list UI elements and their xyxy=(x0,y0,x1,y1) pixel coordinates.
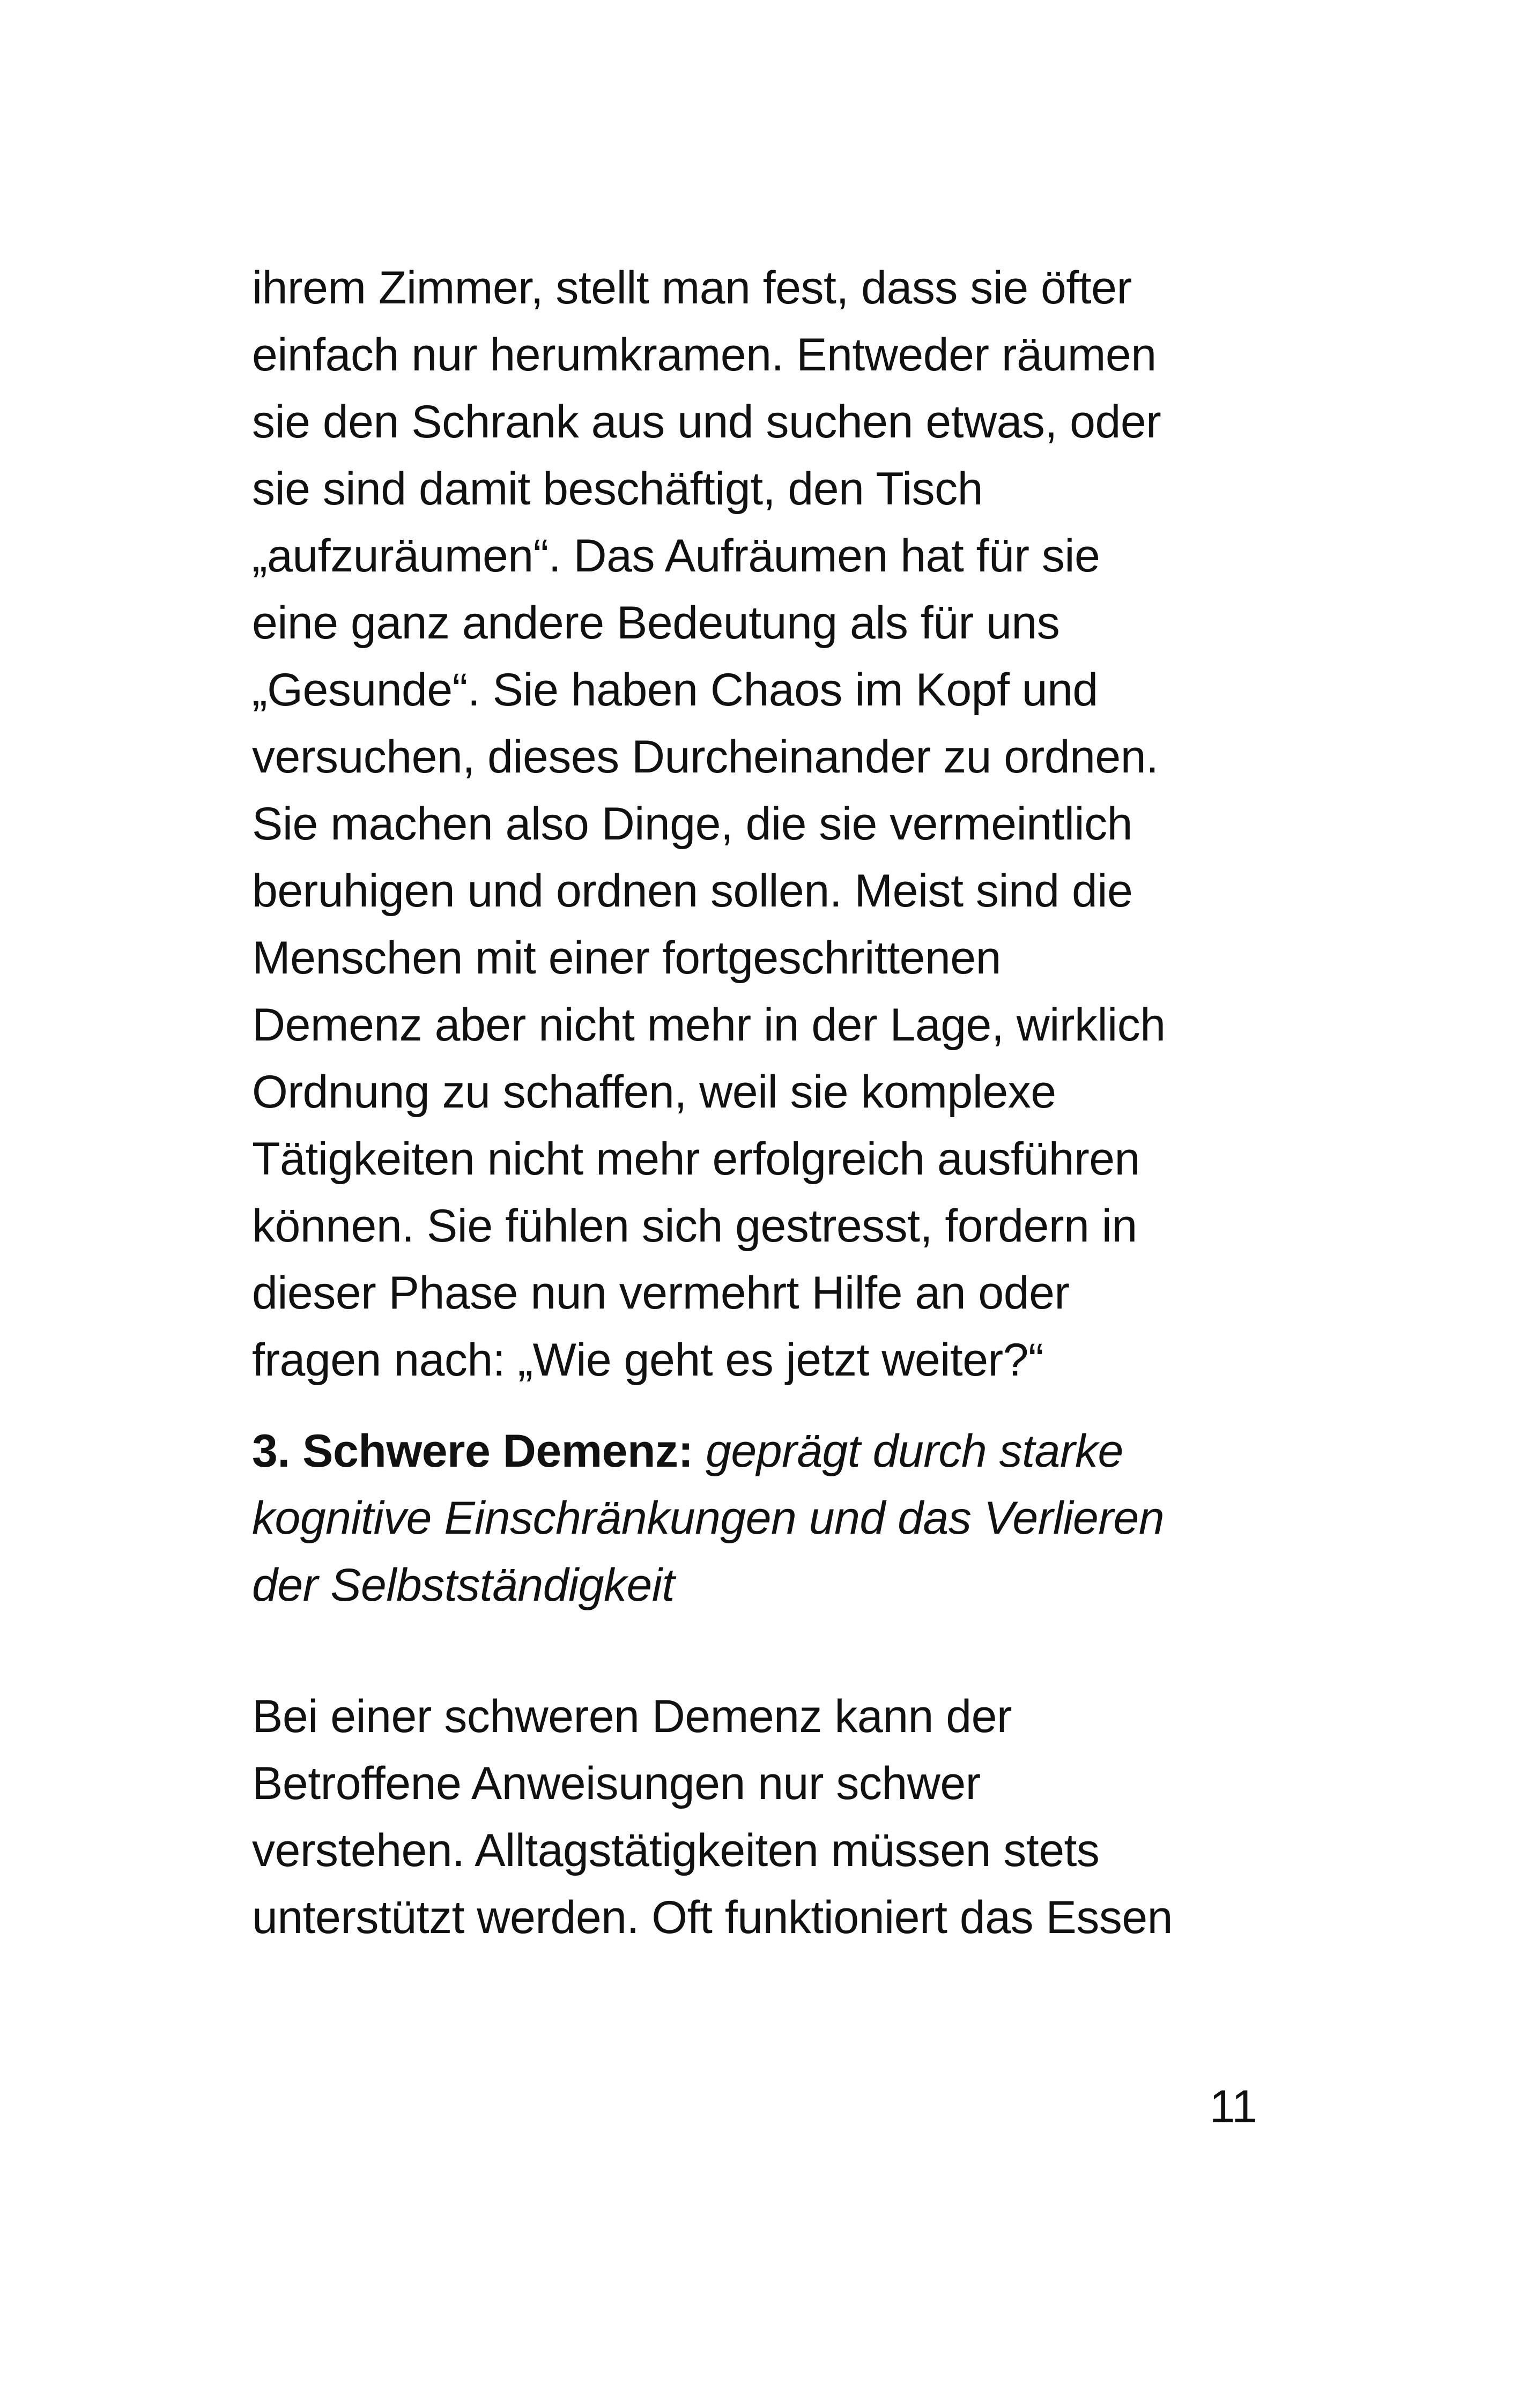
text-line: Betroffene Anweisungen nur schwer xyxy=(252,1758,981,1809)
section-label: 3. Schwere Demenz: xyxy=(252,1425,693,1477)
text-line: Tätigkeiten nicht mehr erfolgreich ausführen xyxy=(252,1133,1140,1185)
section-description: geprägt durch starke xyxy=(706,1425,1123,1477)
text-line: Demenz aber nicht mehr in der Lage, wirklich xyxy=(252,999,1166,1051)
text-line: fragen nach: „Wie geht es jetzt weiter?“ xyxy=(252,1334,1044,1386)
section-heading-severe-dementia xyxy=(252,1418,1298,1619)
text-line: sie den Schrank aus und suchen etwas, oder xyxy=(252,396,1161,448)
section-description: der Selbstständigkeit xyxy=(252,1559,675,1611)
text-line: Menschen mit einer fortgeschrittenen xyxy=(252,932,1001,984)
text-line: „Gesunde“. Sie haben Chaos im Kopf und xyxy=(252,664,1098,716)
section-description: kognitive Einschränkungen und das Verlieren xyxy=(252,1492,1165,1544)
text-line: ihrem Zimmer, stellt man fest, dass sie öfter xyxy=(252,262,1132,314)
heading-line xyxy=(252,1418,1298,1485)
text-line: unterstützt werden. Oft funktioniert das Essen xyxy=(252,1892,1173,1943)
text-line: Ordnung zu schaffen, weil sie komplexe xyxy=(252,1066,1056,1118)
page-number: 11 xyxy=(1209,2081,1257,2132)
body-paragraph-1 xyxy=(252,255,1298,1394)
text-line: eine ganz andere Bedeutung als für uns xyxy=(252,597,1060,649)
text-line: können. Sie fühlen sich gestresst, fordern in xyxy=(252,1200,1137,1252)
body-paragraph-2 xyxy=(252,1683,1298,1951)
text-line: einfach nur herumkramen. Entweder räumen xyxy=(252,329,1157,381)
text-line: „aufzuräumen“. Das Aufräumen hat für sie xyxy=(252,530,1100,582)
text-line: beruhigen und ordnen sollen. Meist sind die xyxy=(252,865,1133,917)
text-line: sie sind damit beschäftigt, den Tisch xyxy=(252,463,983,515)
text-line: Bei einer schweren Demenz kann der xyxy=(252,1691,1012,1742)
text-line: verstehen. Alltagstätigkeiten müssen stets xyxy=(252,1825,1100,1876)
text-line: dieser Phase nun vermehrt Hilfe an oder xyxy=(252,1267,1070,1319)
text-line: versuchen, dieses Durcheinander zu ordnen. xyxy=(252,731,1159,783)
text-line: Sie machen also Dinge, die sie vermeintlich xyxy=(252,798,1132,850)
